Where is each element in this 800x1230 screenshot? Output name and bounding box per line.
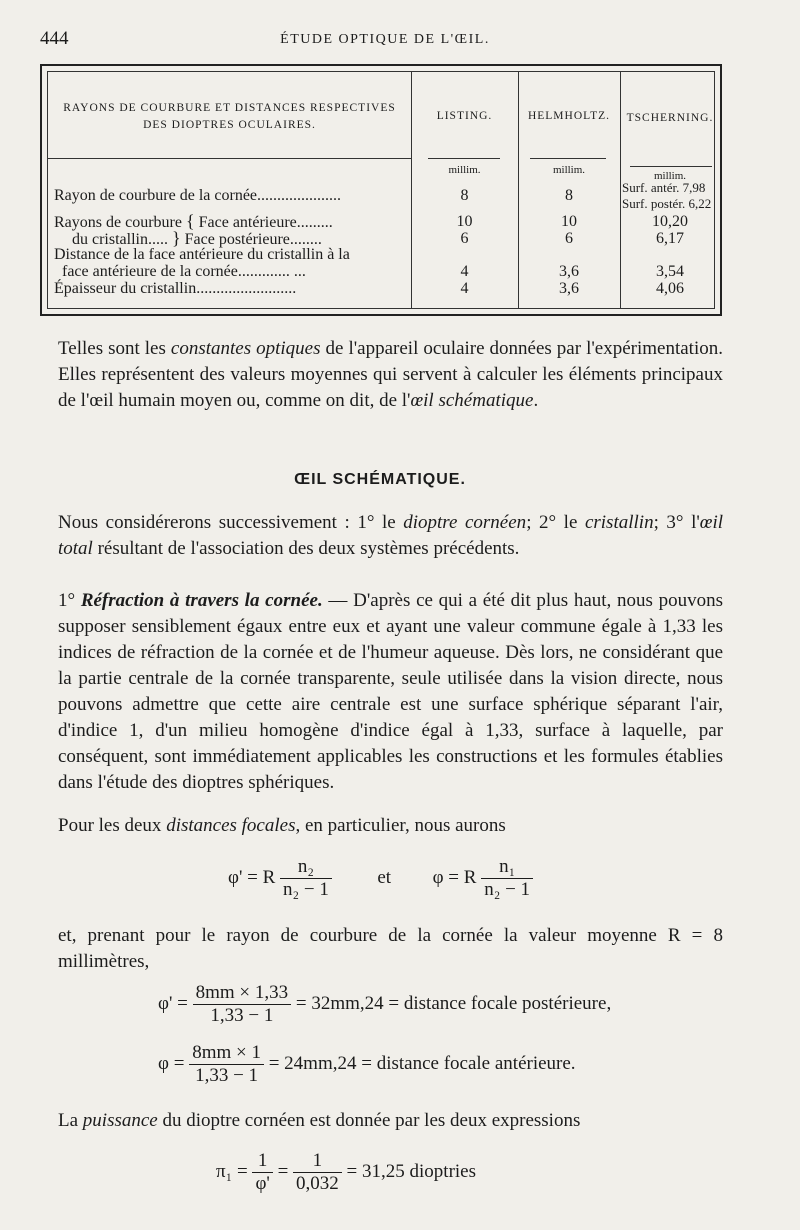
paragraph-radius-value: et, prenant pour le rayon de courbure de la cornée la valeur moyenne R = 8 millimètres, <box>58 925 723 972</box>
running-header <box>40 28 730 52</box>
listing-r3: 4 <box>460 263 469 280</box>
paragraph-cornea-refraction: 1° Réfraction à travers la cornée. — D'après ce qui a été dit plus haut, nous pouvons supposer sensiblement égaux entre eux et ayant une valeur commune égale à 1,33 les indices de réfraction de la cornée et de l'humeur aqueuse. Dès lors, ne considérant que la partie centrale de la cornée transparente, seule utilisée dans la vision directe, nous pouvons admettre que cette aire centrale est une surface sphérique séparant l'air, d'indice 1, d'un milieu homogène d'indice égal à 1,33, surface à laquelle, par conséquent, sont immédiatement applicables les constructions et les formules établies dans l'étude des dioptres sphériques. <box>58 590 724 793</box>
col-header-main: RAYONS DE COURBURE ET DISTANCES RESPECTIVES DES DIOPTRES OCULAIRES. <box>63 102 396 131</box>
tscherning-r1a: Surf. antér. 7,98 <box>622 180 706 195</box>
section-title: ŒIL SCHÉMATIQUE. <box>294 471 466 488</box>
tscherning-r3: 3,54 <box>656 263 684 280</box>
row-label-lens-radii-a: Rayons de courbure { Face antérieure......... <box>54 211 333 231</box>
formula-focal-distances: φ' = R $\frac{\text{n₂}}{\text{n₂ − 1}}$ et φ = R $\frac{\text{n₁}}{\text{n₂ − 1}}$ <box>228 856 533 901</box>
helmholtz-r4: 3,6 <box>559 280 579 297</box>
tscherning-r1b: Surf. postér. 6,22 <box>622 196 712 211</box>
paragraph-successive: Nous considérerons successivement : 1° le dioptre cornéen; 2° le cristallin; 3° l'œil total résultant de l'association des deux systèmes précédents. <box>58 512 724 559</box>
listing-r2a: 10 <box>456 213 473 230</box>
col-header-tscherning: TSCHERNING. <box>626 112 714 124</box>
row-label-cornea-radius: Rayon de courbure de la cornée..................... <box>54 187 342 204</box>
optical-constants-table <box>40 64 722 316</box>
listing-r2b: 6 <box>460 230 469 247</box>
running-title: ÉTUDE OPTIQUE DE L'ŒIL. <box>280 32 490 47</box>
col-header-helmholtz: HELMHOLTZ. <box>527 110 611 122</box>
unit-tscherning: millim. <box>653 170 687 182</box>
helmholtz-r1: 8 <box>565 187 573 204</box>
unit-helmholtz: millim. <box>552 164 586 176</box>
tscherning-r4: 4,06 <box>656 280 684 297</box>
formula-posterior-focal: φ' = $\frac{8mm \times 1,33}{1,33 - 1}$ = 32mm,24 = distance focale postérieure, <box>158 982 612 1026</box>
formula-anterior-focal: φ = $\frac{8mm \times 1}{1,33 - 1}$ = 24mm,24 = distance focale antérieure. <box>158 1042 576 1086</box>
page-number: 444 <box>40 28 69 49</box>
paragraph-power: La puissance du dioptre cornéen est donnée par les deux expressions <box>58 1110 581 1131</box>
tscherning-r2b: 6,17 <box>656 230 684 247</box>
paragraph-focal-distances: Pour les deux distances focales, en particulier, nous aurons <box>58 815 506 836</box>
helmholtz-r2b: 6 <box>565 230 573 247</box>
paragraph-constants: Telles sont les constantes optiques de l'appareil oculaire données par l'expérimentation. Elles représentent des valeurs moyennes qui servent à calculer les éléments principaux de l'œil humain moyen ou, comme on dit, de l'œil schématique. <box>58 338 723 411</box>
col-header-listing: LISTING. <box>436 110 493 122</box>
row-label-distance-b: face antérieure de la cornée............. ... <box>62 263 306 280</box>
listing-r1: 8 <box>460 187 469 204</box>
unit-listing: millim. <box>448 164 481 176</box>
row-label-distance-a: Distance de la face antérieure du cristallin à la <box>54 246 350 263</box>
row-label-lens-radii-b: du cristallin..... } Face postérieure........ <box>72 228 322 248</box>
tscherning-r2a: 10,20 <box>652 213 688 230</box>
formula-power: π₁ = $\frac{1}{\varphi'}$ = $\frac{1}{0,032}$ = 31,25 dioptries <box>216 1150 477 1194</box>
row-label-lens-thickness: Épaisseur du cristallin......................... <box>54 280 297 297</box>
helmholtz-r2a: 10 <box>561 213 577 230</box>
listing-r4: 4 <box>460 280 469 297</box>
helmholtz-r3: 3,6 <box>559 263 579 280</box>
